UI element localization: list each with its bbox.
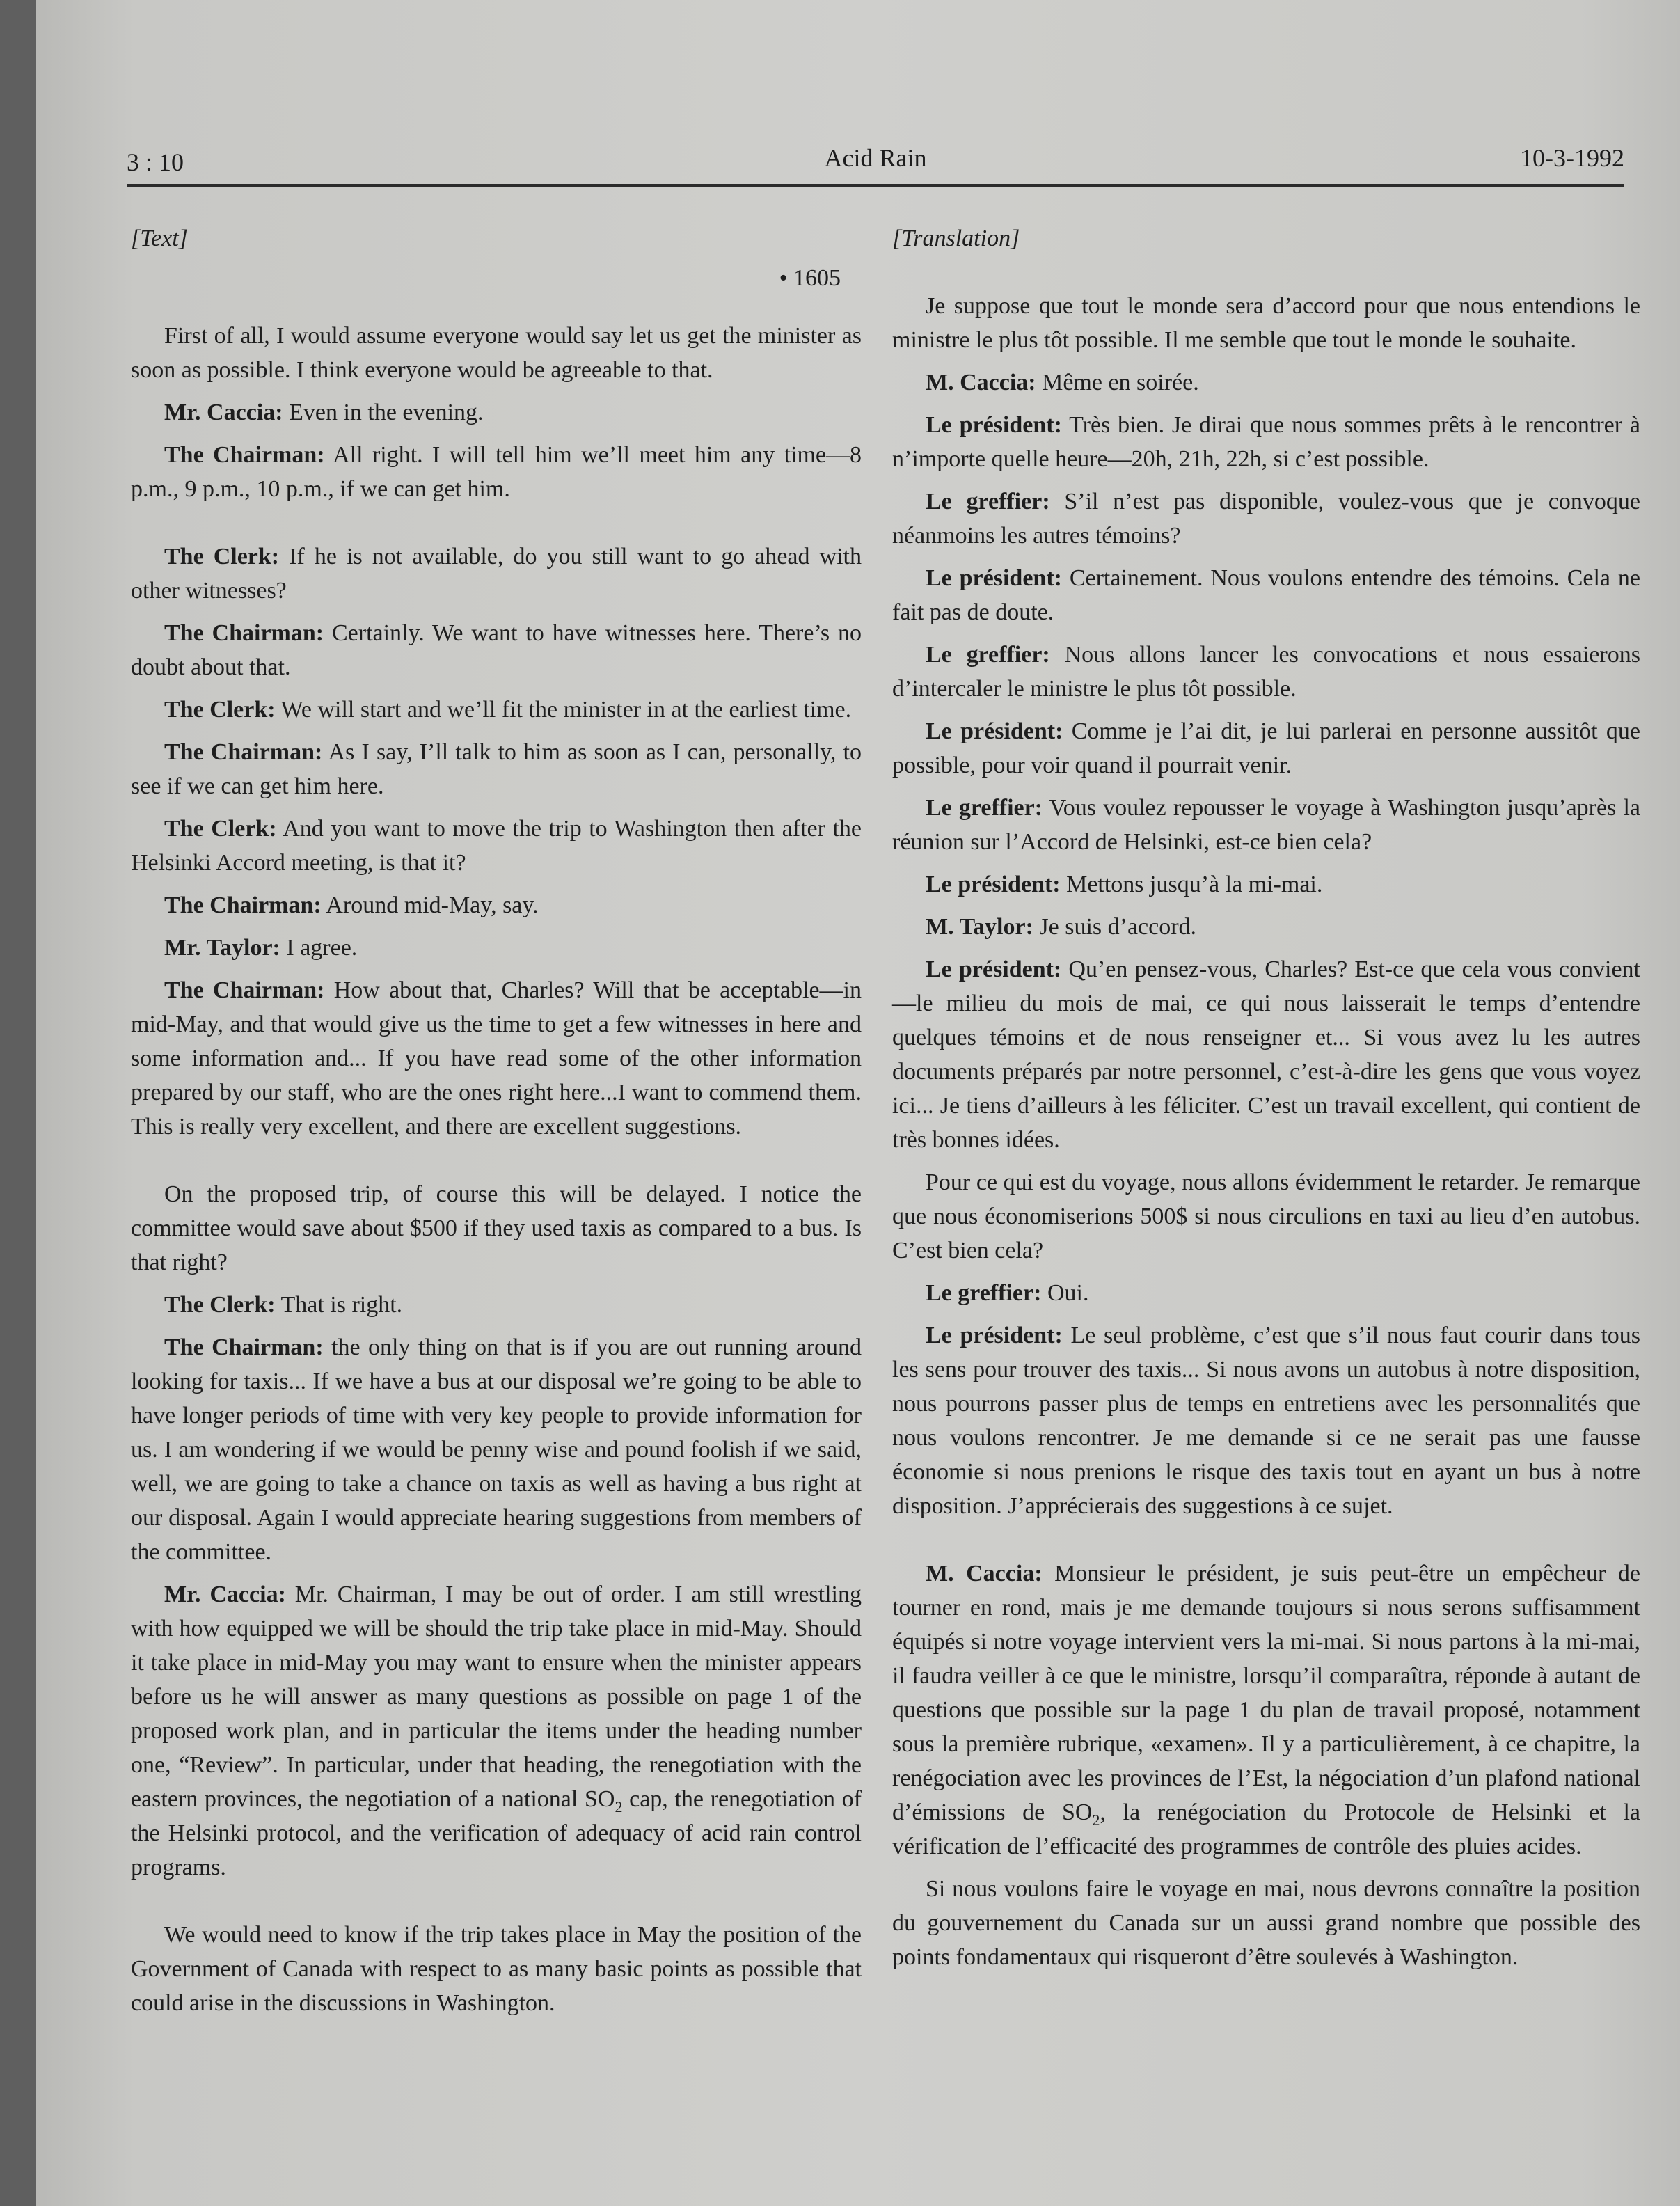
speaker-name: The Clerk: xyxy=(164,816,277,842)
paragraph: Mr. Caccia: Even in the evening. xyxy=(164,400,484,425)
speaker-name: Le président: xyxy=(926,1323,1063,1348)
paragraph: Pour ce qui est du voyage, nous allons évidemment le retarder. Je remarque que nous économiserions 500$ si nous circulions en taxi au lieu d’en autobus. C’est bien cela? xyxy=(892,1169,1640,1263)
paragraph: Le président: Comme je l’ai dit, je lui parlerai en personne aussitôt que possible, pour voir quand il pourrait venir. xyxy=(892,718,1640,778)
speaker-name: Mr. Caccia: xyxy=(164,400,283,425)
french-column xyxy=(892,221,1640,1983)
paragraph: The Clerk: And you want to move the trip to Washington then after the Helsinki Accord meeting, is that it? xyxy=(131,816,862,876)
speaker-name: Le greffier: xyxy=(926,642,1050,668)
paragraph: Le président: Très bien. Je dirai que nous sommes prêts à le rencontrer à n’importe quelle heure—20h, 21h, 22h, si c’est possible. xyxy=(892,412,1640,472)
paragraph: Le greffier: S’il n’est pas disponible, voulez-vous que je convoque néanmoins les autres témoins? xyxy=(892,489,1640,549)
paragraph: M. Caccia: Même en soirée. xyxy=(926,370,1199,395)
speaker-name: The Chairman: xyxy=(164,977,325,1003)
speaker-name: Le greffier: xyxy=(926,1280,1042,1306)
paragraph: The Chairman: Around mid-May, say. xyxy=(164,892,539,918)
paragraph: Le président: Certainement. Nous voulons entendre des témoins. Cela ne fait pas de doute. xyxy=(892,565,1640,625)
paragraph: Le greffier: Vous voulez repousser le voyage à Washington jusqu’après la réunion sur l’Accord de Helsinki, est-ce bien cela? xyxy=(892,795,1640,855)
speaker-name: Mr. Taylor: xyxy=(164,935,280,961)
speaker-name: M. Caccia: xyxy=(926,370,1036,395)
paragraph: The Chairman: As I say, I’ll talk to him as soon as I can, personally, to see if we can get him here. xyxy=(131,739,862,799)
document-date: 10-3-1992 xyxy=(1520,144,1624,172)
paragraph: The Chairman: How about that, Charles? Will that be acceptable—in mid-May, and that would give us the time to get a few witnesses in here and some information and... If you have read some of the other information prepared by our staff, who are the ones right here...I want to commend them. This is really very excellent, and there are excellent suggestions. xyxy=(131,977,862,1140)
paragraph: Mr. Caccia: Mr. Chairman, I may be out of order. I am still wrestling with how equipped we will be should the trip take place in mid-May. Should it take place in mid-May you may want to ensure when the minister appears before us he will answer as many questions as possible on page 1 of the proposed work plan, and in particular the items under the heading number one, “Review”. In particular, under that heading, the renegotiation with the eastern provinces, the negotiation of a national $SO_2$ cap, the renegotiation of the Helsinki protocol, and the verification of adequacy of acid rain control programs. xyxy=(131,1582,862,1880)
paragraph: Le greffier: Oui. xyxy=(926,1280,1089,1306)
paragraph: Le greffier: Nous allons lancer les convocations et nous essaierons d’intercaler le ministre le plus tôt possible. xyxy=(892,642,1640,702)
text-label: [Text] xyxy=(131,226,188,251)
paragraph: The Clerk: That is right. xyxy=(164,1292,403,1318)
speaker-name: Le président: xyxy=(926,412,1062,438)
speaker-name: The Clerk: xyxy=(164,697,276,723)
paragraph: The Clerk: If he is not available, do you still want to go ahead with other witnesses? xyxy=(131,544,862,604)
paragraph: On the proposed trip, of course this will be delayed. I notice the committee would save about $500 if they used taxis as compared to a bus. Is that right? xyxy=(131,1181,862,1275)
english-column xyxy=(131,221,862,2028)
speaker-name: The Chairman: xyxy=(164,620,324,646)
speaker-name: Le président: xyxy=(926,718,1063,744)
paragraph: Je suppose que tout le monde sera d’accord pour que nous entendions le ministre le plus tôt possible. Il me semble que tout le monde le souhaite. xyxy=(892,293,1640,353)
paragraph: M. Caccia: Monsieur le président, je suis peut-être un empêcheur de tourner en rond, mais je me demande toujours si nous serons suffisamment équipés si notre voyage intervient vers la mi-mai. Si nous partons à la mi-mai, il faudra veiller à ce que le ministre, lorsqu’il comparaîtra, réponde à autant de questions que possible sur la page 1 du plan de travail proposé, notamment sous la première rubrique, «examen». Il y a particulièrement, à ce chapitre, la renégociation avec les provinces de l’Est, la négociation d’un plafond national d’émissions de $SO_2$, la renégociation du Protocole de Helsinki et la vérification de l’efficacité des programmes de contrôle des pluies acides. xyxy=(892,1561,1641,1859)
speaker-name: M. Caccia: xyxy=(926,1561,1043,1586)
translation-label: [Translation] xyxy=(892,226,1020,251)
paragraph: Le président: Le seul problème, c’est que s’il nous faut courir dans tous les sens pour trouver des taxis... Si nous avons un autobus à notre disposition, nous pourrons passer plus de temps en entretiens avec les personnalités que nous voulons rencontrer. Je me demande si ce ne serait pas une fausse économie si nous prenions le risque des taxis tout en ayant un bus à notre disposition. J’apprécierais des suggestions à ce sujet. xyxy=(892,1323,1641,1519)
paragraph: First of all, I would assume everyone would say let us get the minister as soon as possible. I think everyone would be agreeable to that. xyxy=(131,323,862,383)
speaker-name: Mr. Caccia: xyxy=(164,1582,286,1607)
document-title: Acid Rain xyxy=(824,144,927,172)
page-header xyxy=(127,139,1624,187)
speaker-name: The Chairman: xyxy=(164,442,325,468)
speaker-name: The Chairman: xyxy=(164,739,323,765)
speaker-name: The Chairman: xyxy=(164,892,322,918)
speaker-name: Le greffier: xyxy=(926,795,1043,821)
speaker-name: The Clerk: xyxy=(164,1292,276,1318)
paragraph: The Clerk: We will start and we’ll fit the minister in at the earliest time. xyxy=(164,697,852,723)
time-stamp: • 1605 xyxy=(779,265,841,291)
paragraph: We would need to know if the trip takes place in May the position of the Government of Canada with respect to as many basic points as possible that could arise in the discussions in Washington. xyxy=(131,1922,862,2016)
speaker-name: M. Taylor: xyxy=(926,914,1033,940)
speaker-name: The Chairman: xyxy=(164,1334,324,1360)
speaker-name: Le président: xyxy=(926,872,1061,897)
speaker-name: The Clerk: xyxy=(164,544,280,569)
document-page xyxy=(36,0,1680,2206)
speaker-name: Le président: xyxy=(926,565,1062,591)
paragraph: Le président: Qu’en pensez-vous, Charles? Est-ce que cela vous convient—le milieu du mois de mai, ce qui nous laisserait le temps d’entendre quelques témoins et de nous renseigner et... Si vous avez lu les autres documents préparés par notre personnel, c’est-à-dire les gens que vous voyez ici... Je tiens d’ailleurs à les féliciter. C’est un travail excellent, qui contient de très bonnes idées. xyxy=(892,956,1640,1153)
paragraph: Le président: Mettons jusqu’à la mi-mai. xyxy=(926,872,1323,897)
paragraph: Si nous voulons faire le voyage en mai, nous devrons connaître la position du gouvernement du Canada sur un aussi grand nombre que possible des points fondamentaux qui risqueront d’être soulevés à Washington. xyxy=(892,1876,1640,1970)
paragraph: M. Taylor: Je suis d’accord. xyxy=(926,914,1197,940)
paragraph: The Chairman: the only thing on that is if you are out running around looking for taxis... If we have a bus at our disposal we’re going to be able to have longer periods of time with very key people to provide information for us. I am wondering if we would be penny wise and pound foolish if we said, well, we are going to take a chance on taxis as well as having a bus right at our disposal. Again I would appreciate hearing suggestions from members of the committee. xyxy=(131,1334,862,1565)
page-number: 3 : 10 xyxy=(127,148,184,176)
paragraph: The Chairman: All right. I will tell him we’ll meet him any time—8 p.m., 9 p.m., 10 p.m., if we can get him. xyxy=(131,442,862,502)
paragraph: Mr. Taylor: I agree. xyxy=(164,935,358,961)
speaker-name: Le greffier: xyxy=(926,489,1050,514)
speaker-name: Le président: xyxy=(926,956,1062,982)
paragraph: The Chairman: Certainly. We want to have witnesses here. There’s no doubt about that. xyxy=(131,620,862,680)
